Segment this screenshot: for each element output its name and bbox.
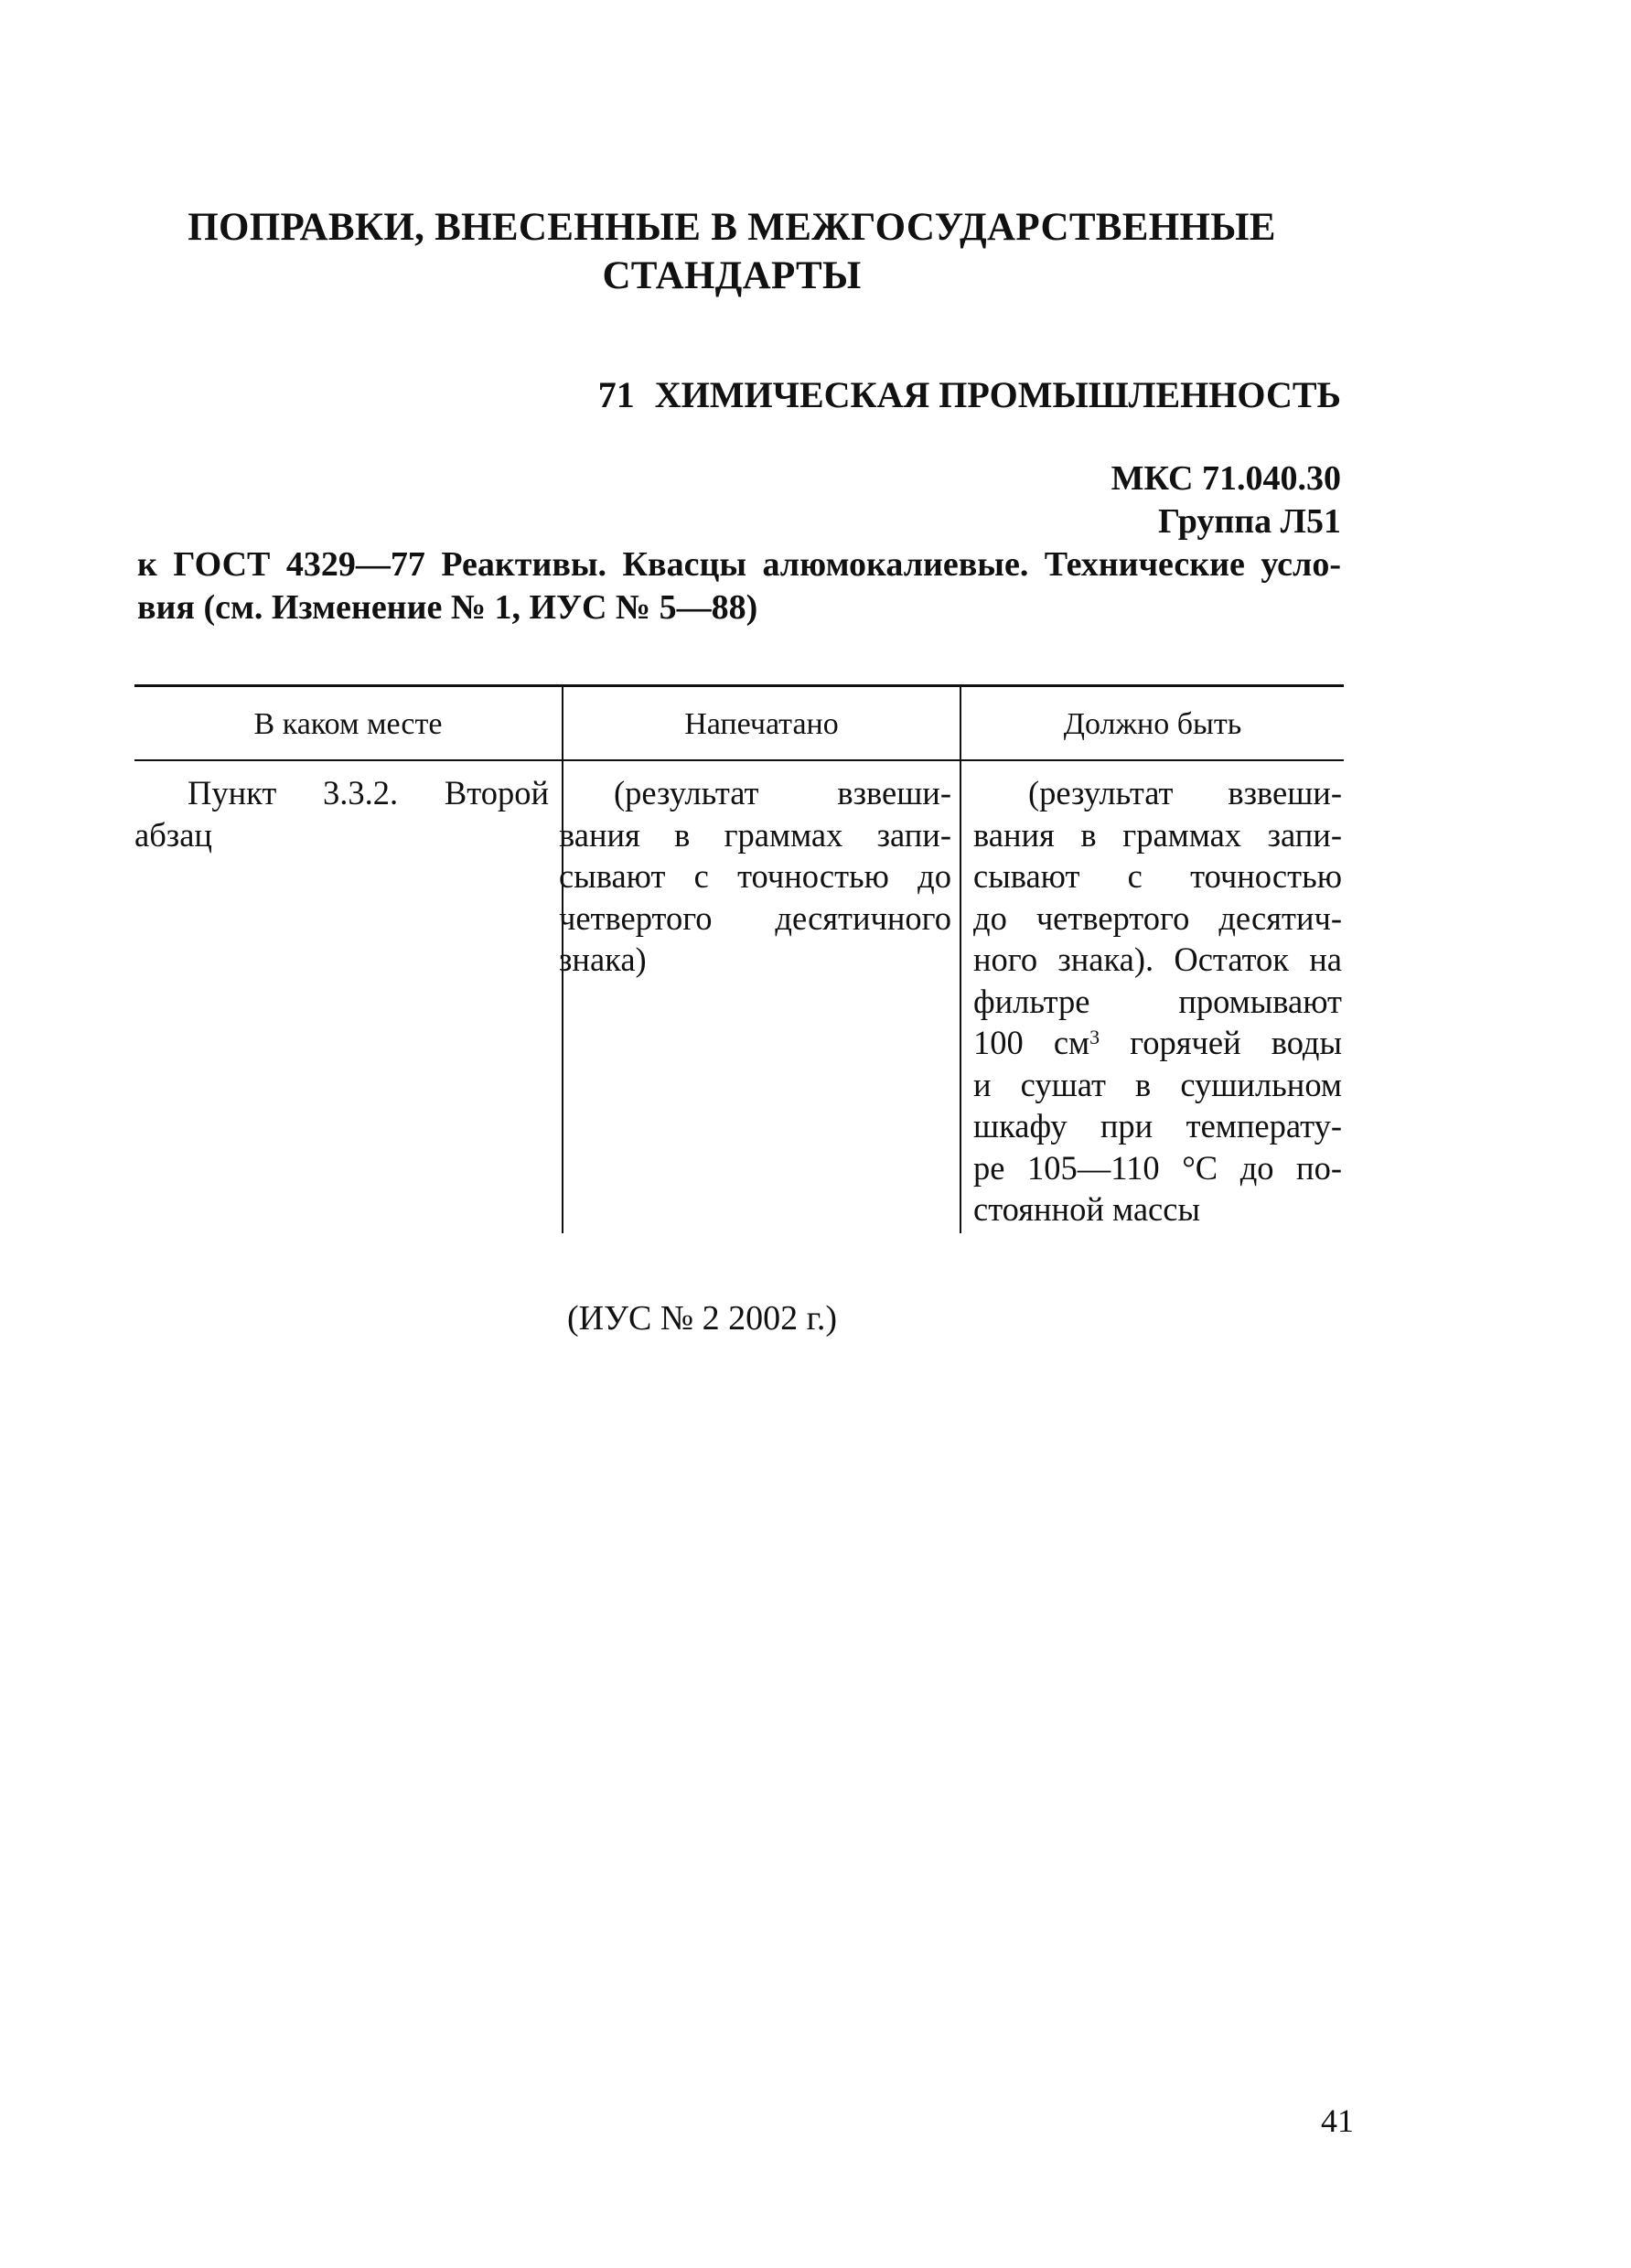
cell-line: стоянной массы [973,1190,1200,1228]
classification-block [915,457,1341,543]
group-code: Группа Л51 [1157,502,1341,541]
cell-line: вания в граммах запи- [973,815,1342,854]
cell-line-with-superscript [973,1022,1342,1064]
column-header-printed: Напечатано [684,707,839,741]
page-title [137,203,1326,300]
cell-location [134,772,549,855]
section-number: 71 [597,374,635,415]
cell-line: знака) [559,941,647,978]
cell-line: ре 105—110 °С до по- [973,1148,1342,1187]
cell-line: абзац [134,815,212,854]
cell-line: Пункт 3.3.2. Второй [188,774,549,812]
cell-line: четвертого десятичного [559,898,951,937]
cell-line: (результат взвеши- [1028,774,1342,812]
cell-text-fragment: 100 см [973,1024,1090,1061]
cell-line: сывают с точностью [973,857,1342,895]
cell-line: сывают с точностью до [559,857,951,895]
column-header-location: В каком месте [253,707,443,741]
cell-text-fragment: горячей воды [1100,1024,1342,1061]
standard-reference [137,543,1341,629]
standard-reference-line-1: к ГОСТ 4329—77 Реактивы. Квасцы алюмокалиевые. Технические усло- [137,545,1341,584]
cell-line: шкафу при температу- [973,1107,1342,1145]
column-header-should-be: Должно быть [1063,707,1242,741]
source-note: (ИУС № 2 2002 г.) [567,1299,838,1338]
section-heading [549,373,1341,417]
cell-line: фильтре промывают [973,982,1342,1020]
section-name: ХИМИЧЕСКАЯ ПРОМЫШЛЕННОСТЬ [654,374,1341,415]
cell-printed [559,772,951,981]
cell-line: вания в граммах запи- [559,815,951,854]
cell-line: (результат взвеши- [614,774,951,812]
mks-code: МКС 71.040.30 [1111,459,1341,498]
column-divider-2 [960,684,961,1233]
superscript: 3 [1089,1026,1100,1049]
page-title-line-2: СТАНДАРТЫ [602,254,862,297]
table-header-rule [134,759,1344,761]
cell-should-be [973,772,1342,1231]
cell-line: и сушат в сушильном [973,1065,1342,1103]
table-top-rule [134,684,1344,687]
page-title-line-1: ПОПРАВКИ, ВНЕСЕННЫЕ В МЕЖГОСУДАРСТВЕННЫЕ [188,206,1276,249]
corrections-table [134,684,1344,1233]
page-number: 41 [1321,2102,1354,2139]
standard-reference-line-2: вия (см. Изменение № 1, ИУС № 5—88) [137,588,758,627]
cell-line: до четвертого десятич- [973,898,1342,937]
cell-line: ного знака). Остаток на [973,941,1342,978]
